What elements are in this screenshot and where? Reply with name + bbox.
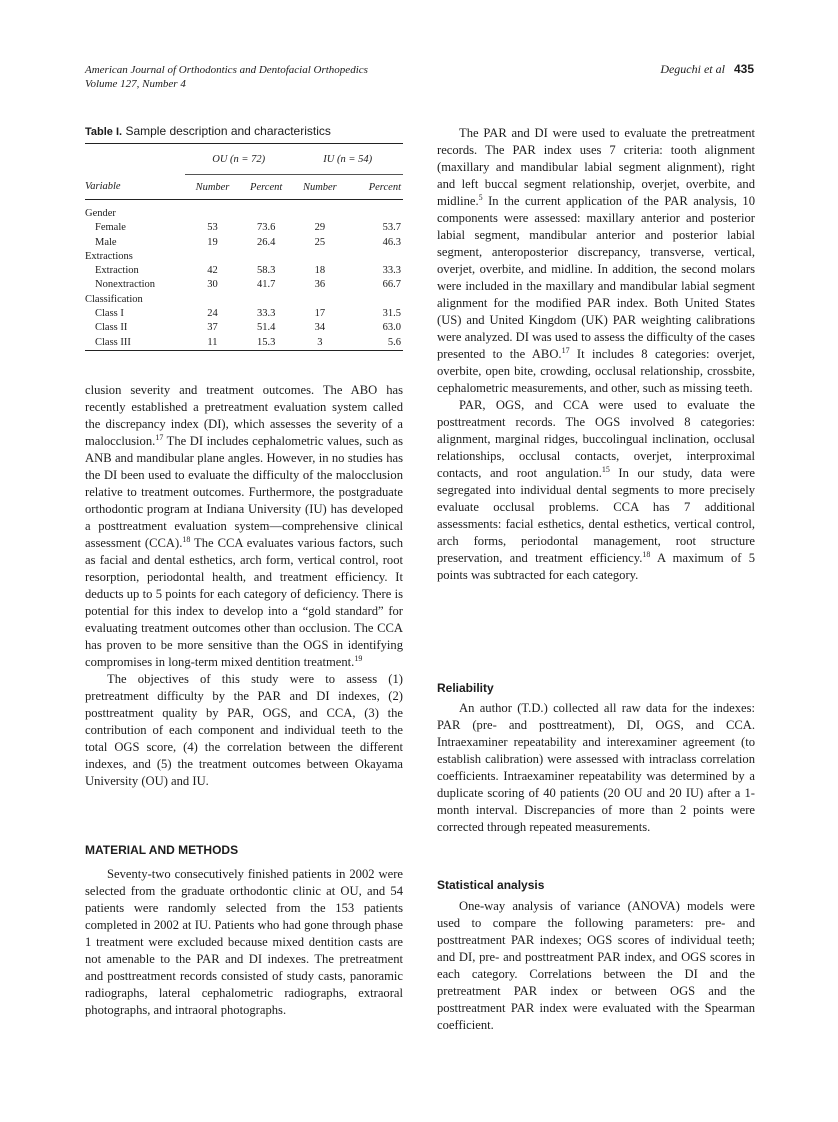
col-iu-percent: Percent	[368, 181, 401, 193]
group-iu-header: IU (n = 54)	[292, 144, 403, 175]
col-iu-number: Number	[302, 181, 337, 193]
table-row: Male 19 26.4 25 46.3	[95, 236, 401, 248]
group-ou-header: OU (n = 72)	[185, 144, 292, 175]
col-ou-number: Number	[195, 181, 230, 193]
table-row: Extraction 42 58.3 18 33.3	[95, 265, 401, 277]
right-column-reliability	[437, 700, 755, 836]
right-column-intro	[437, 125, 755, 584]
paragraph: clusion severity and treatment outcomes. The ABO has recently established a pretreatment evaluation system called the discrepancy index (DI), which assesses the severity of a malocclusion.$^{17}$ The DI includes cephalometric values, such as ANB and mandibular plane angles. However, in no studies has the DI been used to evaluate the difficulty of the malocclusion relative to treatment outcomes. Furthermore, the postgraduate orthodontic program at Indiana University (IU) has developed a posttreatment evaluation system—comprehensive clinical assessment (CCA).$^{18}$ The CCA evaluates various factors, such as facial and dental esthetics, arch form, vertical control, root resorption, periodontal health, and treatment efficiency. It deducts up to 5 points for each category of deficiency. There is potential for this index to develop into a “gold standard” for evaluating treatment outcomes other than occlusion. The CCA has proven to be more sensitive than the OGS in identifying compromises in long-term mixed dentition treatment.$^{19}$	[85, 383, 403, 669]
header-authors: Deguchi et al	[660, 62, 725, 76]
table-row: Class II 37 51.4 34 63.0	[95, 322, 401, 334]
col-ou-percent: Percent	[250, 181, 283, 193]
paragraph: PAR, OGS, and CCA were used to evaluate the posttreatment records. The OGS involved 8 categories: alignment, marginal ridges, buccolingual inclination, occlusal relationships, occlusal contacts, overjet, interproximal contacts, and root angulation.$^{15}$ In our study, data were segregated into individual dental segments to more precisely evaluate occlusal problems. CCA has 7 additional assessments: facial esthetics, dental esthetics, vertical control, arch forms, periodontal management, root structure preservation, and treatment efficiency.$^{18}$ A maximum of 5 points was subtracted for each category.	[437, 398, 756, 582]
table-row: Female 53 73.6 29 53.7	[95, 222, 401, 234]
table-row: Class I 24 33.3 17 31.5	[95, 308, 401, 320]
right-column-statistics	[437, 898, 755, 1034]
table-title: Sample description and characteristics	[125, 124, 331, 138]
paragraph: One-way analysis of variance (ANOVA) models were used to compare the following parameters: pre- and posttreatment PAR indexes; OGS scores of individual teeth; and DI, pre- and posttreatment PAR index, and OGS scores in each category. Correlations between the DI and the pretreatment PAR index or between OGS and the posttreatment PAR index were evaluated with the Spearman coefficient.	[437, 899, 755, 1032]
table-row: Nonextraction 30 41.7 36 66.7	[95, 279, 401, 291]
heading-statistical-analysis: Statistical analysis	[437, 878, 545, 892]
table-container	[85, 143, 403, 351]
paragraph: The PAR and DI were used to evaluate the pretreatment records. The PAR index uses 7 criteria: tooth alignment (maxillary and mandibular labial segment alignment), right and left buccal segment relationship, overjet, overbite, and midline.$^5$ In the current application of the PAR analysis, 10 components were assessed: maxillary anterior and posterior labial segment, mandibular anterior and posterior labial segment, anteroposterior discrepancy, transverse, vertical, overjet, overbite, and midline. In addition, the second molars were included in the maxillary and mandibular labial segment alignment for the modified PAR index. Both United States (US) and United Kingdom (UK) PAR weighting calibrations were analyzed. DI was used to assess the difficulty of the cases presented to the ABO.$^{17}$ It includes 8 categories: overjet, overbite, open bite, crowding, occlusal relationship, crossbite, cephalometric measurements, and other, such as missing teeth.	[437, 126, 756, 395]
page-number: 435	[733, 62, 754, 76]
table-row: Gender	[85, 208, 116, 219]
col-variable: Variable	[85, 181, 121, 193]
journal-title: American Journal of Orthodontics and Dentofacial Orthopedics	[85, 64, 368, 76]
table-label: Table I.	[85, 126, 123, 138]
paragraph: An author (T.D.) collected all raw data for the indexes: PAR (pre- and posttreatment), DI, OGS, and CCA. Intraexaminer repeatability and interexaminer agreement (to establish calibration) were assessed with intraclass correlation coefficients. Intraexaminer repeatability was determined by a duplicate scoring of 40 patients (20 OU and 20 IU) after a 1-month interval. Discrepancies of more than 2 points were corrected through repeated measurements.	[437, 701, 755, 834]
table-caption	[85, 124, 405, 138]
journal-volume: Volume 127, Number 4	[85, 78, 186, 90]
table-group-header	[85, 144, 403, 175]
heading-methods: MATERIAL AND METHODS	[85, 843, 239, 857]
heading-reliability: Reliability	[437, 681, 494, 695]
table-row: Classification	[85, 293, 143, 305]
sample-table	[85, 143, 403, 351]
table-body	[85, 200, 403, 351]
running-header-page	[660, 62, 754, 77]
paragraph: Seventy-two consecutively finished patients in 2002 were selected from the graduate orthodontic clinic at OU, and 54 patients were randomly selected from the 153 patients completed in 2002 at IU. Patients who had gone through phase 1 treatment were excluded because mixed dentition casts are not amenable to the PAR and DI indexes. The pretreatment and posttreatment records consisted of study casts, panoramic radiographs, lateral cephalometric radiographs, extraoral photographs, and intraoral photographs.	[85, 867, 403, 1017]
left-column-methods	[85, 866, 403, 1019]
left-column-intro	[85, 382, 403, 790]
paragraph: The objectives of this study were to assess (1) pretreatment difficulty by the PAR and DI indexes, (2) posttreatment quality by PAR, OGS, and CCA, (3) the contribution of each component and individual teeth to the total OGS score, (4) the correlation between the different indexes, and (5) the treatment outcomes between Okayama University (OU) and IU.	[85, 672, 403, 788]
running-header-journal	[85, 63, 368, 91]
table-column-header	[85, 175, 403, 200]
table-row: Class III 11 15.3 3 5.6	[95, 336, 401, 348]
table-row: Extractions	[85, 250, 133, 262]
